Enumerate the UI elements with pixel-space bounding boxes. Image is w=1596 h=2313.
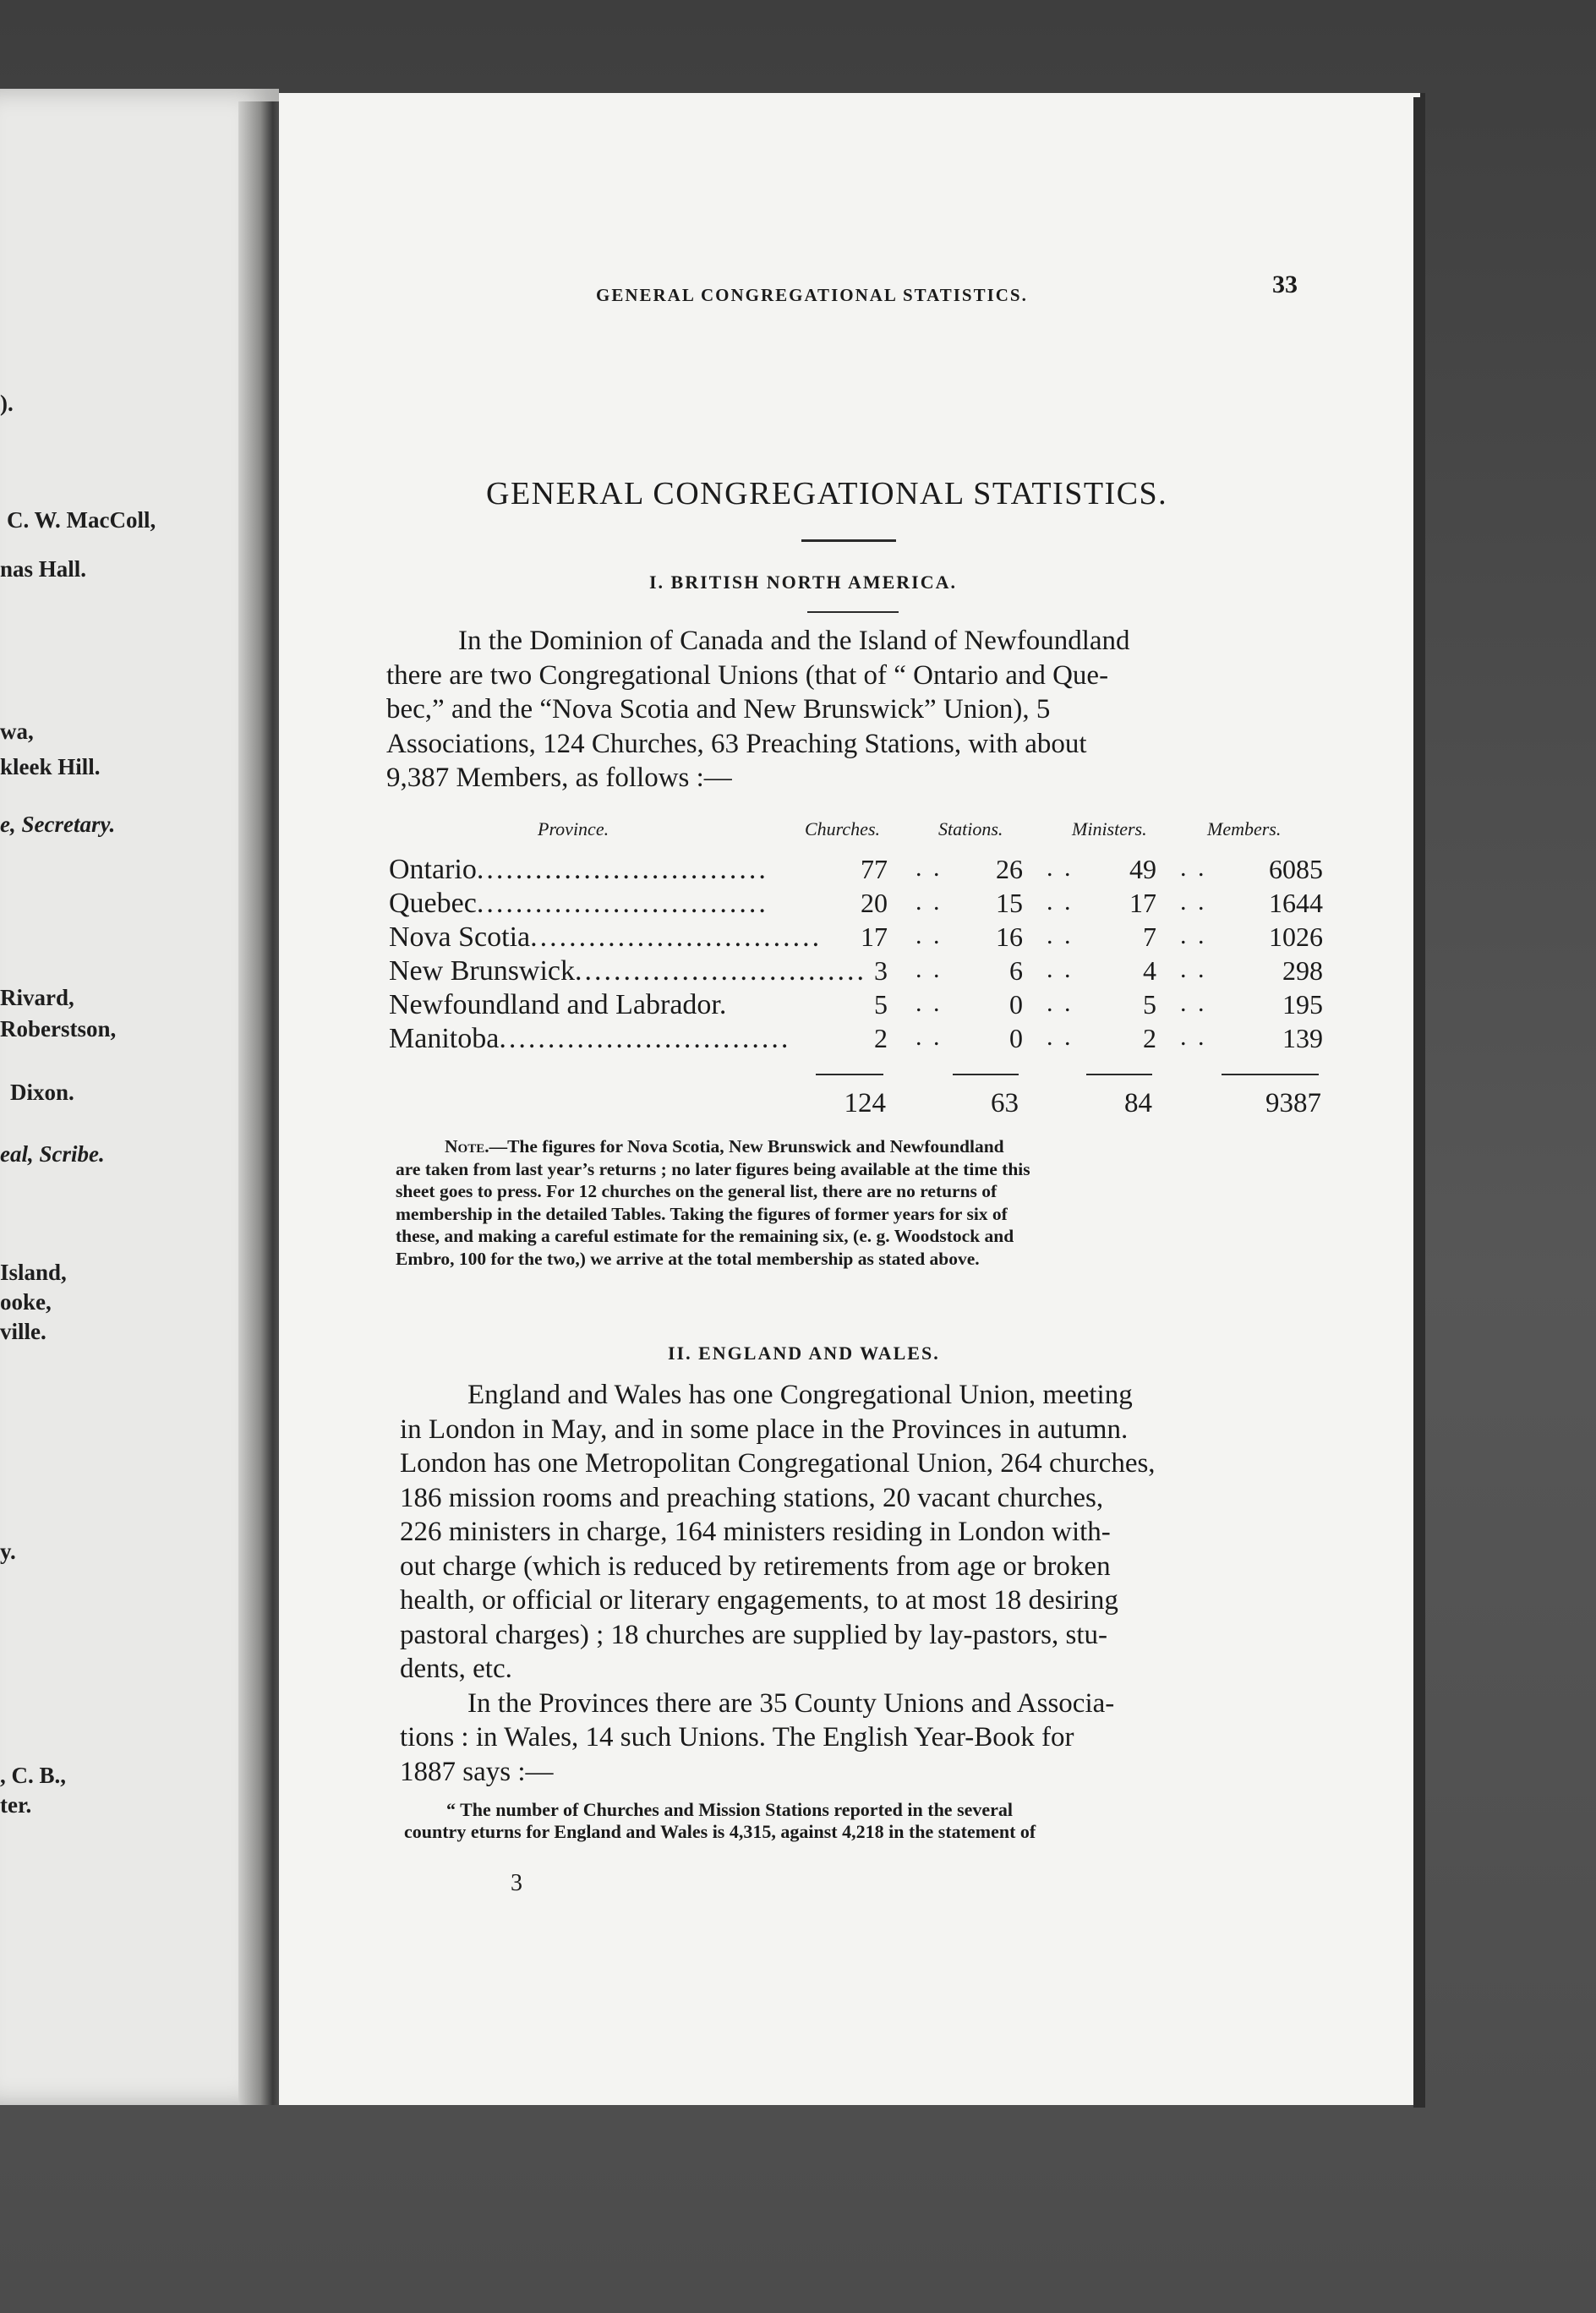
paragraph-line: 226 ministers in charge, 164 ministers residing in London with- [400,1517,1111,1547]
paragraph-line: there are two Congregational Unions (that of “ Ontario and Que- [386,659,1109,691]
dot-leader: . . [916,989,943,1017]
members-cell: 1644 [1269,888,1323,918]
dot-leader: . . [916,955,943,983]
left-page-line: Island, [0,1260,67,1285]
left-page-line: Rivard, [0,985,74,1010]
left-page-line: wa, [0,719,34,744]
total-rule [1086,1074,1152,1075]
province-cell [389,1023,810,1055]
ministers-cell: 7 [1143,921,1156,952]
total-rule [1222,1074,1319,1075]
stations-cell: 6 [1009,955,1023,986]
paragraph-line: In the Provinces there are 35 County Unions and Associa- [467,1687,1115,1719]
total-stations: 63 [991,1088,1019,1118]
dot-leader: .............................. [499,1023,791,1054]
dot-leader: . . [1180,1023,1207,1051]
dot-leader: . . [1047,921,1074,949]
page-number: 33 [1272,271,1298,298]
note-line: Embro, 100 for the two,) we arrive at the total membership as stated above. [396,1248,980,1269]
dot-leader: . . [1047,854,1074,882]
province-name: Ontario [389,854,477,885]
paragraph-line: out charge (which is reduced by retirements from age or broken [400,1550,1111,1582]
dot-leader: . . [1047,955,1074,983]
table-row [389,1023,1327,1057]
total-churches: 124 [844,1088,886,1118]
section1-paragraph [386,624,1312,796]
table-header-ministers: Ministers. [1072,818,1147,839]
table-header-churches: Churches. [805,818,881,839]
left-page-line: eal, Scribe. [0,1141,105,1167]
dot-leader: .............................. [575,955,867,987]
footnote [396,1135,1325,1270]
note-line: are taken from last year’s returns ; no later figures being available at the time this [396,1158,1030,1179]
note-line: sheet goes to press. For 12 churches on the general list, there are no returns of [396,1181,998,1201]
running-head: GENERAL CONGREGATIONAL STATISTICS. [596,285,1028,305]
table-row [389,955,1327,989]
table-row [389,854,1327,888]
province-cell [389,989,810,1021]
churches-cell: 2 [874,1023,888,1053]
paragraph-line: health, or official or literary engagements, to at most 18 desiring [400,1585,1118,1616]
dot-leader: . . [1047,989,1074,1017]
dot-leader: .............................. [476,888,768,919]
page-title: GENERAL CONGREGATIONAL STATISTICS. [486,476,1168,511]
stations-cell: 0 [1009,989,1023,1020]
members-cell: 1026 [1269,921,1323,952]
dot-leader: . . [916,921,943,949]
left-page-line: kleek Hill. [0,754,101,779]
province-name: Nova Scotia [389,921,531,953]
province-name: Quebec [389,888,477,919]
left-page-line: nas Hall. [0,556,87,582]
ministers-cell: 5 [1143,989,1156,1020]
table-row [389,888,1327,921]
paragraph-line: Associations, 124 Churches, 63 Preaching Stations, with about [386,728,1087,759]
churches-cell: 17 [861,921,888,952]
note-line [396,1135,1325,1158]
table-header-province: Province. [538,818,609,839]
stations-cell: 15 [996,888,1023,918]
left-page-line: Dixon. [10,1080,74,1105]
paragraph-line: bec,” and the “Nova Scotia and New Brunswick” Union), 5 [386,694,1051,725]
left-page-line: e, Secretary. [0,812,116,837]
dot-leader: .............................. [476,854,768,885]
province-cell [389,921,823,954]
province-name: New Brunswick [389,955,576,987]
dot-leader: . . [1047,1023,1074,1051]
members-cell: 139 [1282,1023,1323,1053]
section-heading-british-north-america: I. BRITISH NORTH AMERICA. [649,571,958,593]
page-edge-shadow [1413,97,1425,2108]
ministers-cell: 17 [1129,888,1156,918]
paragraph-line: In the Dominion of Canada and the Island of Newfoundland [458,626,1130,656]
table-header-members: Members. [1207,818,1282,839]
left-page-line: ter. [0,1792,32,1818]
dot-leader: . . [1047,888,1074,916]
signature-mark: 3 [511,1870,522,1896]
churches-cell: 5 [874,989,888,1020]
dot-leader: . . [1180,854,1207,882]
section-heading-england-wales: II. ENGLAND AND WALES. [668,1342,940,1364]
ministers-cell: 2 [1143,1023,1156,1053]
paragraph-line: 1887 says :— [400,1756,554,1787]
paragraph-line: dents, etc. [400,1654,512,1684]
total-rule [816,1074,883,1075]
churches-cell: 20 [861,888,888,918]
province-name: Newfoundland and Labrador. [389,989,727,1020]
province-cell [389,955,867,987]
note-line: these, and making a careful estimate for the remaining six, (e. g. Woodstock and [396,1226,1014,1246]
paragraph-line: England and Wales has one Congregational Union, meeting [467,1380,1133,1410]
dot-leader: . . [916,1023,943,1051]
stations-cell: 16 [996,921,1023,952]
quote-line: “ The number of Churches and Mission Stations reported in the several [446,1799,1014,1820]
quote-line: country eturns for England and Wales is 4,315, against 4,218 in the statement of [404,1821,1036,1842]
note-label: Note. [445,1136,489,1156]
section2-paragraph [400,1378,1330,1789]
province-cell [389,854,810,886]
dot-leader: . . [1180,921,1207,949]
members-cell: 6085 [1269,854,1323,884]
dot-leader: . . [916,888,943,916]
left-page-line: C. W. MacColl, [7,507,156,533]
total-ministers: 84 [1124,1088,1152,1118]
left-page-line: , C. B., [0,1763,67,1788]
paragraph-line: in London in May, and in some place in the Provinces in autumn. [400,1414,1129,1445]
ministers-cell: 49 [1129,854,1156,884]
left-page-line: y. [0,1539,16,1564]
left-page-line: ). [0,391,14,416]
churches-cell: 3 [874,955,888,986]
stations-cell: 0 [1009,1023,1023,1053]
left-facing-page [0,89,279,2105]
quotation [404,1799,1342,1843]
stations-cell: 26 [996,854,1023,884]
dot-leader: . . [1180,989,1207,1017]
paragraph-line: pastoral charges) ; 18 churches are supplied by lay-pastors, stu- [400,1619,1107,1650]
paragraph-line: 9,387 Members, as follows :— [386,763,732,793]
left-page-line: Roberstson, [0,1016,117,1042]
total-members: 9387 [1265,1088,1321,1118]
note-text: —The figures for Nova Scotia, New Brunswick and Newfoundland [489,1136,1004,1156]
dot-leader: .............................. [530,921,823,953]
members-cell: 195 [1282,989,1323,1020]
dot-leader: . . [1180,888,1207,916]
dot-leader: . . [916,854,943,882]
table-row [389,921,1327,955]
members-cell: 298 [1282,955,1323,986]
ministers-cell: 4 [1143,955,1156,986]
section-rule [807,611,899,613]
paragraph-line: tions : in Wales, 14 such Unions. The English Year-Book for [400,1722,1074,1753]
title-rule [801,539,896,542]
province-cell [389,888,810,920]
table-row [389,989,1327,1023]
churches-cell: 77 [861,854,888,884]
paragraph-line: 186 mission rooms and preaching stations, 20 vacant churches, [400,1482,1104,1513]
left-page-line: ville. [0,1319,46,1344]
table-header-stations: Stations. [938,818,1003,839]
left-page-line: ooke, [0,1289,52,1315]
province-name: Manitoba [389,1023,500,1054]
paragraph-line: London has one Metropolitan Congregational Union, 264 churches, [400,1448,1156,1479]
total-rule [953,1074,1019,1075]
note-line: membership in the detailed Tables. Taking the figures of former years for six of [396,1203,1008,1224]
dot-leader: . . [1180,955,1207,983]
